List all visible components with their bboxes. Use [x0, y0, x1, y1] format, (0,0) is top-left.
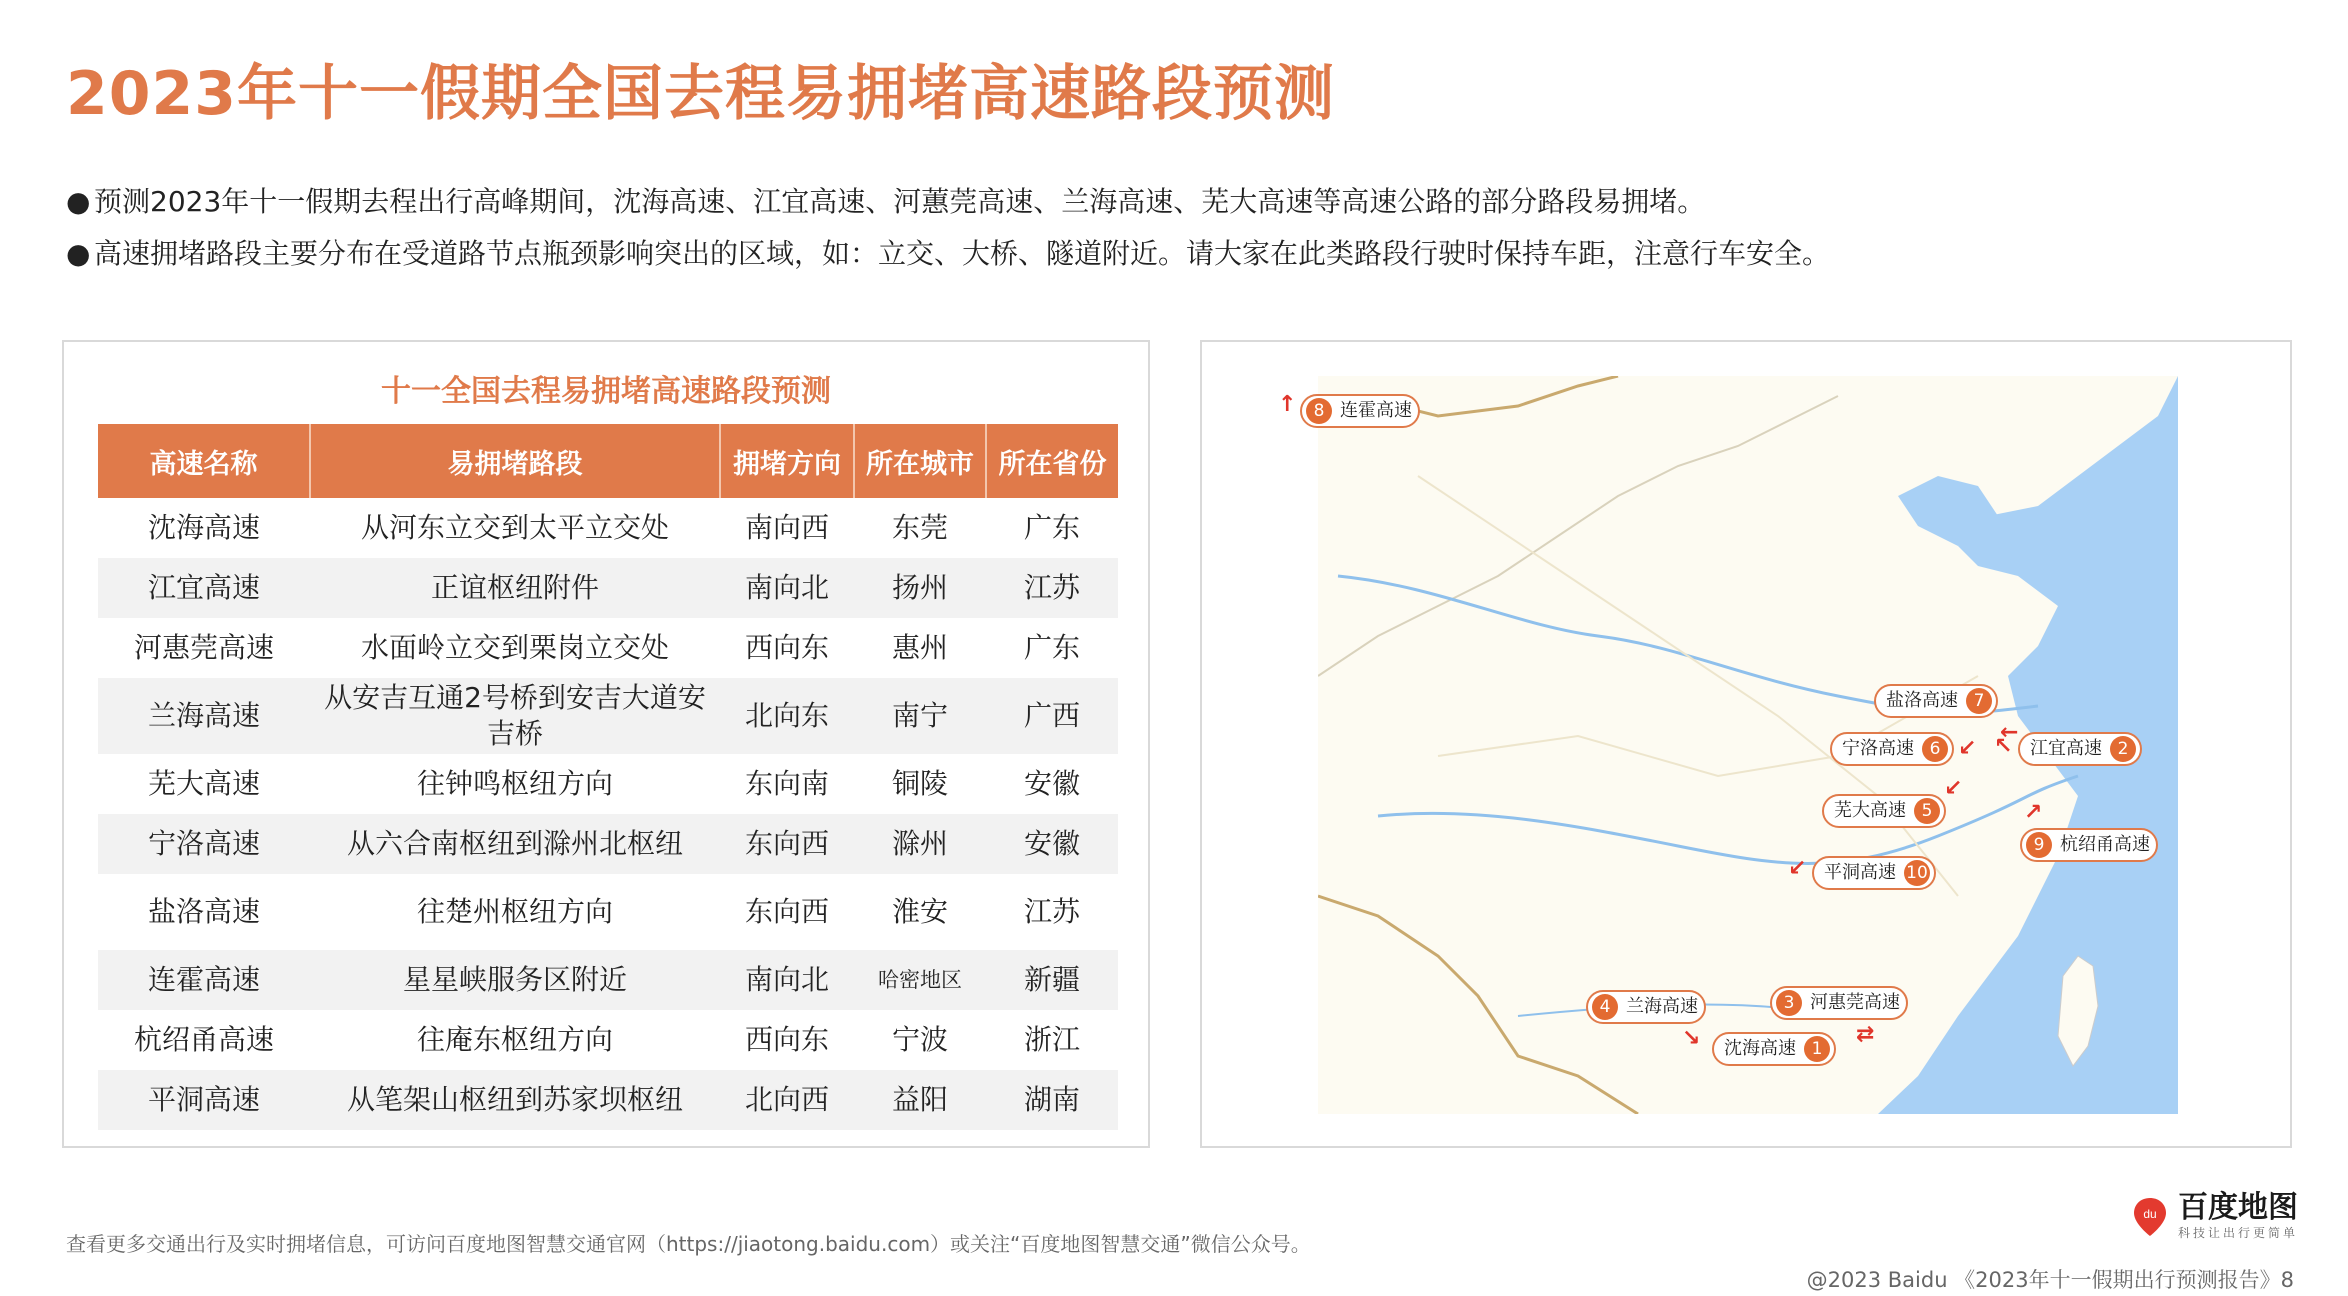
table-header-row: [98, 424, 1118, 498]
logo-pin-text: du: [2143, 1206, 2157, 1221]
table-row: [98, 1070, 1118, 1130]
marker-name: 盐洛高速: [1886, 690, 1958, 711]
table-row: [98, 1010, 1118, 1070]
arrow-down-left-icon: ↙: [1788, 856, 1807, 881]
map-label-wuda: [1822, 794, 1946, 828]
cell-direction: 西向东: [744, 631, 829, 664]
table-row: [98, 618, 1118, 678]
marker-number: 5: [1914, 798, 1940, 824]
table-row: [98, 874, 1118, 950]
cell-city: 益阳: [854, 1070, 986, 1130]
bullet-dot-icon: ●: [66, 185, 91, 218]
table-row: [98, 678, 1118, 754]
marker-number: 4: [1592, 994, 1618, 1020]
map-label-lianhuo: [1300, 394, 1420, 428]
marker-number: 8: [1306, 398, 1332, 424]
cell-city: 南宁: [854, 678, 986, 754]
cell-province: 广东: [1023, 631, 1080, 664]
marker-name: 河惠莞高速: [1810, 992, 1900, 1013]
cell-province: 广东: [1023, 511, 1080, 544]
table-row: [98, 814, 1118, 874]
page-title: 2023年十一假期全国去程易拥堵高速路段预测: [66, 59, 1335, 129]
bullet-list: [66, 176, 1830, 280]
col-header-direction: 拥堵方向: [720, 424, 854, 498]
cell-city: 淮安: [891, 895, 948, 928]
cell-section: 从安吉互通2号桥到安吉大道安吉桥: [310, 678, 720, 754]
marker-number: 6: [1922, 736, 1948, 762]
map-label-jiangyi: [2018, 732, 2142, 766]
cell-highway: 芜大高速: [147, 767, 260, 800]
cell-province: 新疆: [986, 950, 1118, 1010]
cell-section: 从六合南枢纽到滁州北枢纽: [310, 814, 720, 874]
marker-number: 9: [2026, 832, 2052, 858]
cell-section: 往楚州枢纽方向: [416, 895, 613, 928]
cell-province: 江苏: [986, 558, 1118, 618]
bullet-text: 高速拥堵路段主要分布在受道路节点瓶颈影响突出的区域，如：立交、大桥、隧道附近。请大家在此类路段行驶时保持车距，注意行车安全。: [94, 237, 1831, 270]
cell-province: 安徽: [1023, 767, 1080, 800]
cell-city: 宁波: [891, 1023, 948, 1056]
arrow-left-icon: ←: [2000, 720, 2019, 745]
col-header-highway: 高速名称: [98, 424, 310, 498]
cell-section: 星星峡服务区附近: [310, 950, 720, 1010]
cell-direction: 北向东: [720, 678, 854, 754]
arrow-left-icon: ↙: [1958, 736, 1977, 761]
cell-city: 滁州: [854, 814, 986, 874]
map-pin-icon: [2132, 1196, 2168, 1238]
logo-tagline: 科技让出行更简单: [2177, 1226, 2298, 1240]
map-label-yanluo: [1874, 684, 1998, 718]
arrow-down-left-icon: ↙: [1944, 776, 1963, 801]
cell-highway: 兰海高速: [98, 678, 310, 754]
marker-name: 杭绍甬高速: [2060, 834, 2150, 855]
cell-section: 往庵东枢纽方向: [416, 1023, 613, 1056]
cell-section: 从笔架山枢纽到苏家坝枢纽: [310, 1070, 720, 1130]
marker-number: 2: [2110, 736, 2136, 762]
logo-text: 百度地图: [2177, 1190, 2298, 1225]
cell-city: 惠州: [891, 631, 948, 664]
marker-number: 7: [1966, 688, 1992, 714]
col-header-city: 所在城市: [854, 424, 986, 498]
arrow-left-right-icon: ⇄: [1856, 1022, 1875, 1047]
marker-name: 连霍高速: [1340, 400, 1412, 421]
cell-city: 铜陵: [891, 767, 948, 800]
cell-highway: 宁洛高速: [98, 814, 310, 874]
cell-province: 浙江: [1023, 1023, 1080, 1056]
cell-highway: 河惠莞高速: [133, 631, 274, 664]
cell-direction: 西向东: [744, 1023, 829, 1056]
marker-name: 宁洛高速: [1842, 738, 1914, 759]
cell-highway: 盐洛高速: [147, 895, 260, 928]
cell-direction: 东向南: [744, 767, 829, 800]
col-header-section: 易拥堵路段: [310, 424, 720, 498]
table-panel: [62, 340, 1150, 1148]
bullet-item: [66, 176, 1830, 228]
marker-name: 平洞高速: [1824, 862, 1896, 883]
cell-section: 往钟鸣枢纽方向: [416, 767, 613, 800]
cell-section: 正谊枢纽附件: [310, 558, 720, 618]
col-header-province: 所在省份: [986, 424, 1118, 498]
cell-section: 从河东立交到太平立交处: [360, 511, 669, 544]
cell-section: 水面岭立交到栗岗立交处: [360, 631, 669, 664]
cell-highway: 平洞高速: [98, 1070, 310, 1130]
marker-number: 3: [1776, 990, 1802, 1016]
congestion-table: [98, 424, 1118, 1130]
marker-number: 10: [1904, 860, 1930, 886]
baidu-map-logo: [2132, 1192, 2298, 1241]
table-row: [98, 950, 1118, 1010]
arrow-up-icon: ↑: [1278, 392, 1297, 417]
marker-name: 江宜高速: [2030, 738, 2102, 759]
table-row: [98, 558, 1118, 618]
cell-direction: 北向西: [720, 1070, 854, 1130]
map-label-hehuiguan: [1770, 986, 1908, 1020]
copyright-text: @2023 Baidu 《2023年十一假期出行预测报告》8: [1806, 1268, 2294, 1292]
map-label-lanhai: [1586, 990, 1706, 1024]
map-label-pingdong: [1812, 856, 1936, 890]
cell-direction: 南向北: [720, 558, 854, 618]
marker-name: 兰海高速: [1626, 996, 1698, 1017]
bullet-item: [66, 228, 1830, 280]
map-panel: [1200, 340, 2292, 1148]
marker-number: 1: [1804, 1036, 1830, 1062]
footer-note: 查看更多交通出行及实时拥堵信息，可访问百度地图智慧交通官网（https://jiaotong.baidu.com）或关注“百度地图智慧交通”微信公众号。: [66, 1232, 1311, 1256]
arrow-up-left-icon: ↖: [1994, 734, 2013, 759]
cell-province: 江苏: [1023, 895, 1080, 928]
cell-city: 哈密地区: [854, 950, 986, 1010]
cell-direction: 东向西: [720, 814, 854, 874]
marker-name: 沈海高速: [1724, 1038, 1796, 1059]
table-row: [98, 754, 1118, 814]
cell-province: 湖南: [986, 1070, 1118, 1130]
bullet-dot-icon: ●: [66, 237, 91, 270]
cell-highway: 江宜高速: [98, 558, 310, 618]
marker-name: 芜大高速: [1834, 800, 1906, 821]
cell-city: 东莞: [891, 511, 948, 544]
cell-highway: 连霍高速: [98, 950, 310, 1010]
cell-city: 扬州: [854, 558, 986, 618]
map-label-ningluo: [1830, 732, 1954, 766]
cell-direction: 东向西: [744, 895, 829, 928]
table-title: 十一全国去程易拥堵高速路段预测: [381, 374, 831, 409]
map-label-shenhai: [1712, 1032, 1836, 1066]
bullet-text: 预测2023年十一假期去程出行高峰期间，沈海高速、江宜高速、河蕙莞高速、兰海高速、芜大高速等高速公路的部分路段易拥堵。: [94, 185, 1706, 218]
cell-direction: 南向西: [744, 511, 829, 544]
cell-highway: 杭绍甬高速: [133, 1023, 274, 1056]
cell-province: 安徽: [986, 814, 1118, 874]
cell-province: 广西: [986, 678, 1118, 754]
cell-direction: 南向北: [720, 950, 854, 1010]
arrow-up-right-icon: ↗: [2024, 800, 2043, 825]
arrow-down-right-icon: ↘: [1682, 1026, 1701, 1051]
cell-highway: 沈海高速: [147, 511, 260, 544]
map-label-hangshaoyong: [2020, 828, 2158, 862]
table-row: [98, 498, 1118, 558]
